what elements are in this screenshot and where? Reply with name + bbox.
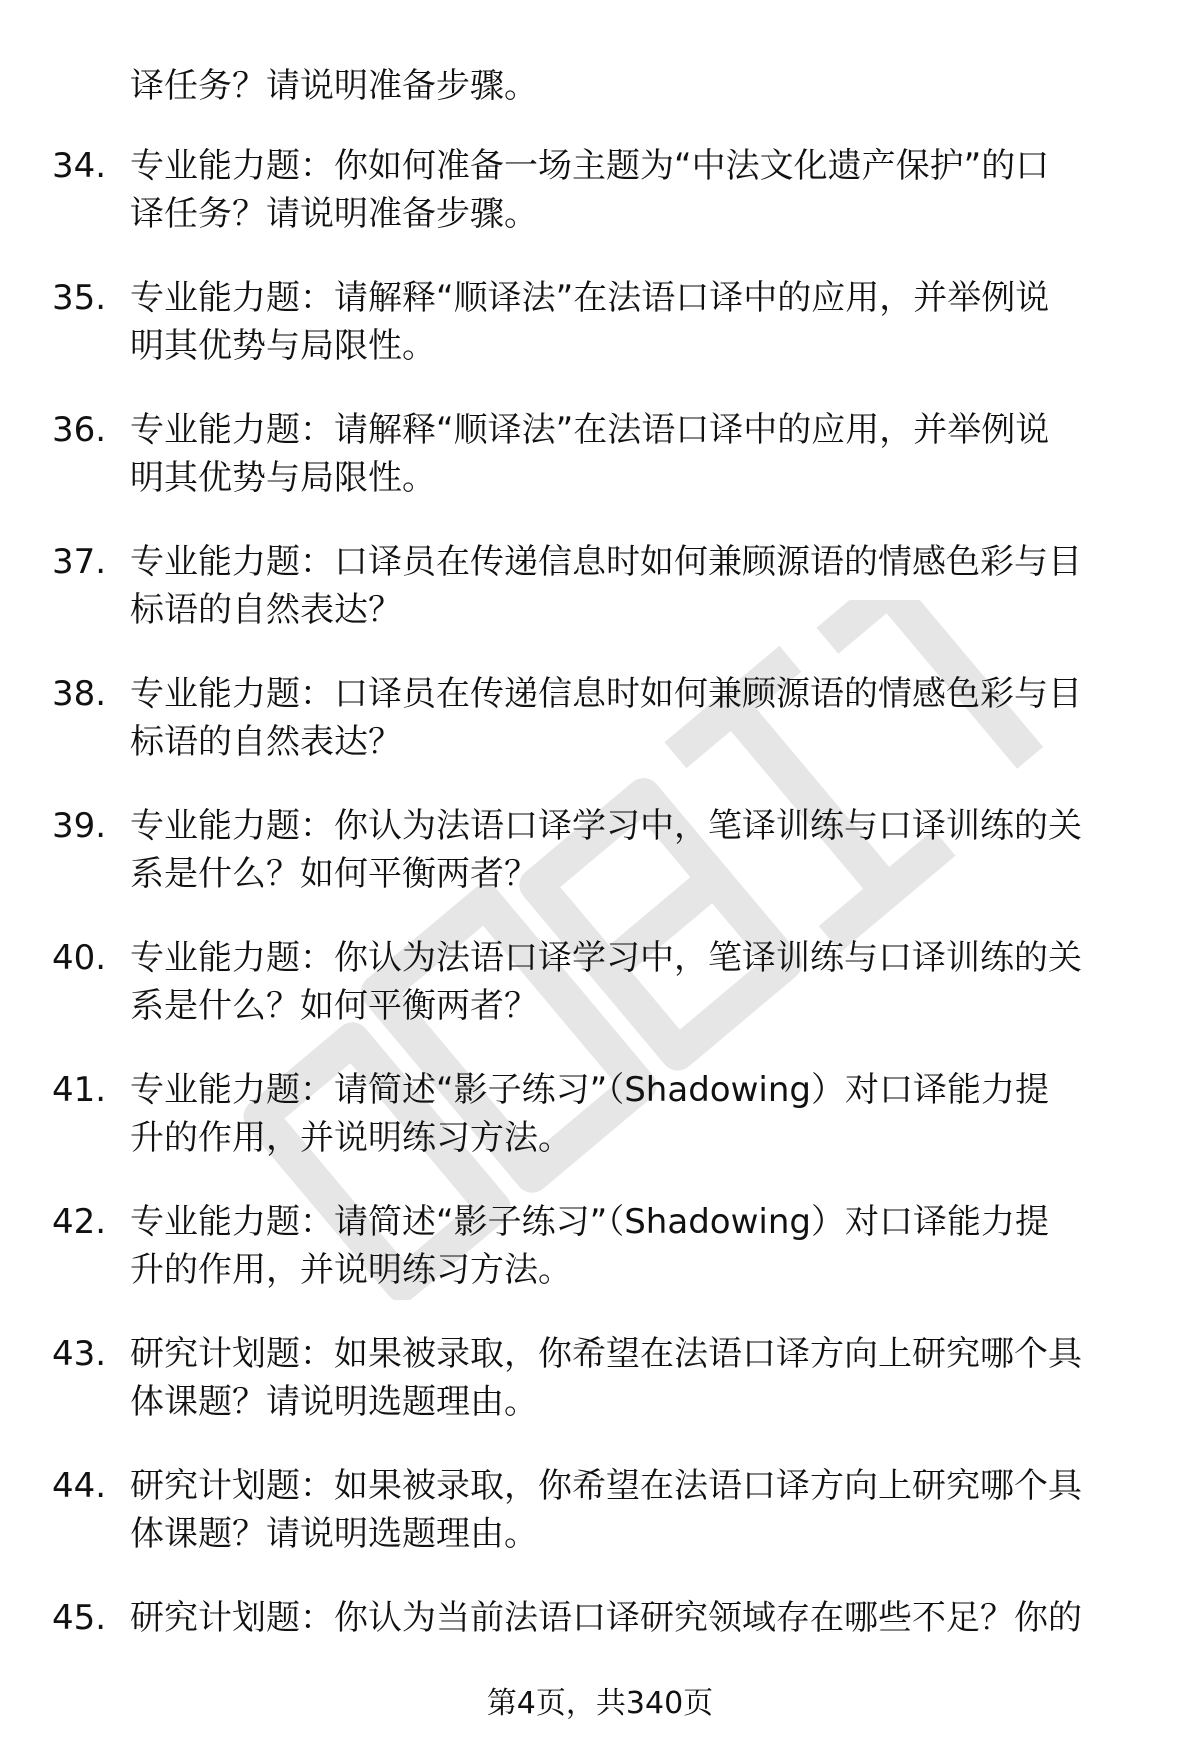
question-text-line: 体课题？请说明选题理由。 [130,1382,538,1422]
question-text [130,1330,1150,1426]
question-number: 44. [52,1466,107,1506]
question-text-line: 标语的自然表达？ [130,722,402,762]
question-number: 42. [52,1202,107,1242]
question-text-line: 专业能力题：请解释“顺译法”在法语口译中的应用，并举例说 [130,278,1050,318]
question-text-line: 专业能力题：口译员在传递信息时如何兼顾源语的情感色彩与目 [130,542,1082,582]
question-item [0,1462,1200,1594]
question-text-line: 译任务？请说明准备步骤。 [130,194,538,234]
question-text [130,670,1150,766]
question-number: 39. [52,806,107,846]
question-text-line: 系是什么？如何平衡两者？ [130,854,538,894]
question-item [0,538,1200,670]
question-number: 45. [52,1598,107,1638]
question-text-line: 系是什么？如何平衡两者？ [130,986,538,1026]
question-item [0,670,1200,802]
question-text-line: 明其优势与局限性。 [130,458,436,498]
question-text-line: 升的作用，并说明练习方法。 [130,1250,572,1290]
page-number-footer: 第4页，共340页 [486,1686,714,1721]
question-item [0,1066,1200,1198]
question-item [0,1330,1200,1462]
question-number: 35. [52,278,107,318]
question-text [130,802,1150,898]
question-item [0,274,1200,406]
question-text-line: 专业能力题：你认为法语口译学习中，笔译训练与口译训练的关 [130,938,1082,978]
question-text-line: 专业能力题：请简述“影子练习”（Shadowing）对口译能力提 [130,1070,1049,1110]
question-text [130,538,1150,634]
question-number: 37. [52,542,107,582]
question-item [0,1198,1200,1330]
question-text-line: 明其优势与局限性。 [130,326,436,366]
question-item [0,406,1200,538]
question-text-line: 体课题？请说明选题理由。 [130,1514,538,1554]
question-text [130,142,1150,238]
question-item [0,934,1200,1066]
question-item [0,142,1200,274]
question-text [130,1594,1150,1642]
continued-question-text: 译任务？请说明准备步骤。 [130,66,538,106]
question-number: 34. [52,146,107,186]
question-text-line: 研究计划题：如果被录取，你希望在法语口译方向上研究哪个具 [130,1334,1082,1374]
question-text [130,406,1150,502]
question-text-line: 专业能力题：你如何准备一场主题为“中法文化遗产保护”的口 [130,146,1050,186]
question-text [130,1198,1150,1294]
question-text [130,934,1150,1030]
question-text [130,274,1150,370]
question-item [0,802,1200,934]
question-number: 36. [52,410,107,450]
question-text-line: 研究计划题：你认为当前法语口译研究领域存在哪些不足？你的 [130,1598,1082,1638]
question-number: 43. [52,1334,107,1374]
question-text-line: 专业能力题：你认为法语口译学习中，笔译训练与口译训练的关 [130,806,1082,846]
question-text [130,1066,1150,1162]
question-text [130,1462,1150,1558]
question-number: 38. [52,674,107,714]
question-number: 40. [52,938,107,978]
question-text-line: 研究计划题：如果被录取，你希望在法语口译方向上研究哪个具 [130,1466,1082,1506]
question-text-line: 专业能力题：请简述“影子练习”（Shadowing）对口译能力提 [130,1202,1049,1242]
question-text-line: 专业能力题：口译员在传递信息时如何兼顾源语的情感色彩与目 [130,674,1082,714]
question-text-line: 标语的自然表达？ [130,590,402,630]
question-number: 41. [52,1070,107,1110]
question-text-line: 升的作用，并说明练习方法。 [130,1118,572,1158]
question-list [0,142,1200,1726]
question-text-line: 专业能力题：请解释“顺译法”在法语口译中的应用，并举例说 [130,410,1050,450]
